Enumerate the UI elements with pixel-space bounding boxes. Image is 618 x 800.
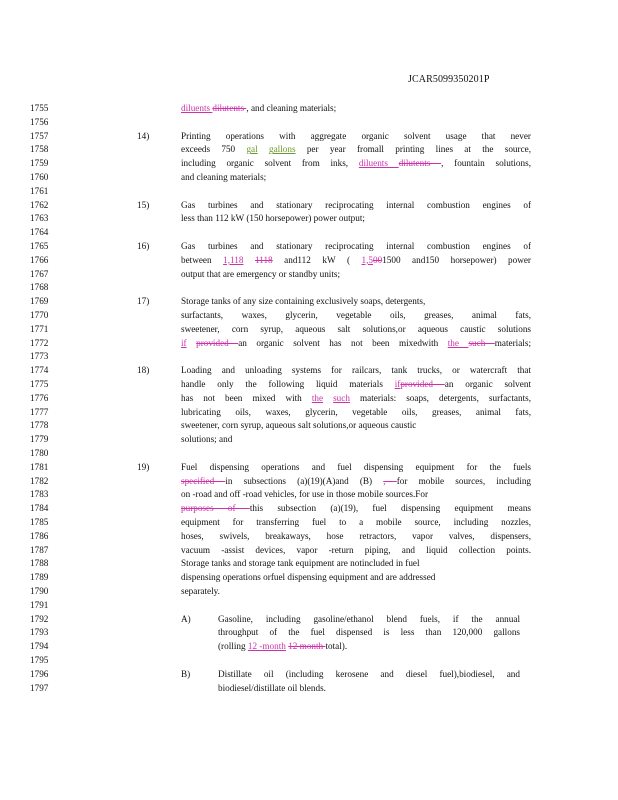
line-number: 1789 <box>30 572 49 583</box>
line-number: 1787 <box>30 544 49 555</box>
line-text <box>181 171 531 185</box>
plain-text <box>187 338 196 348</box>
line-number: 1758 <box>30 144 49 155</box>
plain-text: sweetener, corn syrup, aqueous salt solutions,or aqueous caustic <box>181 420 417 431</box>
text-line <box>0 571 618 585</box>
text-line <box>0 668 618 682</box>
text-line <box>0 447 618 461</box>
item-label: 19) <box>137 461 150 472</box>
deleted-text: 1118 <box>254 254 273 265</box>
line-number: 1793 <box>30 627 49 638</box>
inserted-text: diluents <box>358 158 399 169</box>
item-label: 18) <box>137 365 150 376</box>
plain-text: in subsections (a)(19)(A)and (B) <box>225 475 384 486</box>
plain-text: sweetener, corn syrup, aqueous salt solutions,or aqueous caustic solutions <box>181 323 531 334</box>
inserted-text: 1,5 <box>361 254 373 265</box>
line-text <box>218 613 520 627</box>
plain-text: , fountain solutions, <box>441 158 531 169</box>
text-line <box>0 309 618 323</box>
document-id-header: JCAR5099350201P <box>408 74 490 85</box>
line-text <box>181 488 531 502</box>
line-number: 1777 <box>30 406 49 417</box>
inserted-text: 12 -month <box>247 641 286 652</box>
item-label: 14) <box>137 130 150 141</box>
line-number: 1765 <box>30 241 49 251</box>
line-number: 1774 <box>30 365 49 376</box>
deleted-text: specified <box>181 475 226 486</box>
line-number: 1775 <box>30 379 49 389</box>
plain-text <box>323 393 333 403</box>
plain-text: Storage tanks and storage tank equipment are notincluded in fuel <box>181 558 420 569</box>
line-text <box>218 682 520 696</box>
line-number: 1764 <box>30 227 49 238</box>
line-text <box>181 337 531 351</box>
plain-text: total). <box>325 641 348 652</box>
plain-text: handle only the following liquid materials <box>181 379 395 389</box>
line-number: 1781 <box>30 461 49 472</box>
line-text <box>181 268 531 282</box>
deleted-text: 00 <box>373 254 383 265</box>
line-text <box>218 640 520 654</box>
line-text <box>181 130 531 144</box>
text-line <box>0 157 618 171</box>
plain-text: Storage tanks of any size containing exclusively soaps, detergents, <box>181 296 426 307</box>
subitem-label: A) <box>181 613 191 624</box>
text-line <box>0 171 618 185</box>
line-number: 1763 <box>30 213 49 224</box>
line-number: 1770 <box>30 310 49 320</box>
plain-text: Gas turbines and stationary reciprocating internal combustion engines of <box>181 241 531 251</box>
plain-text: for mobile sources, including <box>396 475 531 486</box>
deleted-text: 12 month <box>288 641 326 652</box>
line-text <box>181 323 531 337</box>
line-text <box>181 364 531 378</box>
plain-text: and cleaning materials; <box>181 172 267 182</box>
text-line <box>0 530 618 544</box>
line-number: 1784 <box>30 503 49 514</box>
moved-text: gal <box>246 144 258 155</box>
moved-text: gallons <box>268 144 296 155</box>
inserted-text: the <box>311 392 324 403</box>
deleted-text: dilutents <box>398 158 442 169</box>
inserted-text: 1,118 <box>223 254 244 265</box>
line-number: 1757 <box>30 130 49 141</box>
line-text <box>181 530 531 544</box>
text-line <box>0 185 618 199</box>
line-number: 1794 <box>30 641 49 652</box>
plain-text: lubricating oils, waxes, glycerin, vegetable oils, greases, animal fats, <box>181 406 531 417</box>
line-text <box>181 571 531 585</box>
line-number: 1760 <box>30 172 49 182</box>
text-line <box>0 240 618 254</box>
deleted-text: , <box>383 475 397 486</box>
line-text <box>181 433 531 447</box>
deleted-text: purposes of <box>181 503 250 514</box>
plain-text: hoses, swivels, breakaways, hose retractors, vapor valves, dispensers, <box>181 530 531 541</box>
line-text <box>181 502 531 516</box>
plain-text <box>243 255 255 265</box>
deleted-text: dilutents <box>212 103 247 113</box>
text-line <box>0 116 618 130</box>
plain-text: materials: soaps, detergents, surfactants, <box>349 392 531 403</box>
plain-text: (rolling <box>218 641 248 652</box>
plain-text: throughput of the fuel dispensed is less than 120,000 gallons <box>218 627 520 638</box>
plain-text: per year fromall printing lines at the source, <box>295 144 531 155</box>
line-text <box>181 254 531 268</box>
line-number: 1759 <box>30 158 49 169</box>
plain-text: and112 kW ( <box>272 254 362 265</box>
line-number: 1773 <box>30 351 49 362</box>
text-line <box>0 406 618 420</box>
text-line <box>0 461 618 475</box>
plain-text: materials; <box>494 337 531 348</box>
line-text <box>181 212 531 226</box>
line-number: 1776 <box>30 392 49 403</box>
item-label: 15) <box>137 199 150 210</box>
line-number: 1795 <box>30 655 49 665</box>
text-line <box>0 419 618 433</box>
line-number: 1783 <box>30 489 49 500</box>
line-number: 1766 <box>30 254 49 265</box>
text-line <box>0 599 618 613</box>
text-line <box>0 378 618 392</box>
text-line <box>0 323 618 337</box>
text-line <box>0 281 618 295</box>
plain-text: an organic solvent has not been mixedwith <box>238 337 448 348</box>
plain-text: solutions; and <box>181 434 233 445</box>
text-line <box>0 557 618 571</box>
line-number: 1782 <box>30 475 49 486</box>
text-line <box>0 268 618 282</box>
text-line <box>0 516 618 530</box>
line-text <box>181 516 531 530</box>
line-number: 1756 <box>30 116 49 127</box>
deleted-text: such <box>468 337 495 348</box>
plain-text: output that are emergency or standby units; <box>181 268 341 279</box>
line-number: 1762 <box>30 199 49 210</box>
line-text <box>218 668 520 682</box>
plain-text: an organic solvent <box>444 379 531 389</box>
line-number: 1788 <box>30 558 49 569</box>
text-line <box>0 488 618 502</box>
line-number: 1772 <box>30 337 49 348</box>
line-text <box>181 240 531 254</box>
line-text <box>181 378 531 392</box>
text-line <box>0 199 618 213</box>
text-line <box>0 544 618 558</box>
line-number: 1785 <box>30 517 49 527</box>
text-line <box>0 295 618 309</box>
line-number: 1755 <box>30 103 49 113</box>
text-line <box>0 682 618 696</box>
plain-text: equipment for transferring fuel to a mobile source, including nozzles, <box>181 517 531 527</box>
line-number: 1779 <box>30 434 49 445</box>
plain-text: exceeds 750 <box>181 144 247 155</box>
deleted-text: provided <box>400 379 445 389</box>
plain-text: has not been mixed with <box>181 392 312 403</box>
line-text <box>181 143 531 157</box>
line-number: 1778 <box>30 420 49 431</box>
plain-text: Fuel dispensing operations and fuel dispensing equipment for the fuels <box>181 461 531 472</box>
item-label: 17) <box>137 296 150 307</box>
line-number: 1769 <box>30 296 49 307</box>
line-number: 1771 <box>30 323 49 334</box>
text-line <box>0 640 618 654</box>
plain-text: biodiesel/distillate oil blends. <box>218 682 326 693</box>
plain-text: Gasoline, including gasoline/ethanol blend fuels, if the annual <box>218 613 520 624</box>
inserted-text: the <box>447 337 469 348</box>
plain-text: Gas turbines and stationary reciprocating internal combustion engines of <box>181 199 531 210</box>
plain-text: 1500 and150 horsepower) power <box>382 254 531 265</box>
inserted-text: diluents <box>181 103 213 113</box>
line-text <box>181 309 531 323</box>
line-text <box>181 102 531 116</box>
text-line <box>0 337 618 351</box>
line-number: 1767 <box>30 268 49 279</box>
line-text <box>181 199 531 213</box>
plain-text: on -road and off -road vehicles, for use in those mobile sources.For <box>181 489 429 500</box>
line-text <box>181 295 531 309</box>
plain-text: vacuum -assist devices, vapor -return piping, and liquid collection points. <box>181 544 531 555</box>
line-number: 1768 <box>30 282 49 293</box>
line-number: 1791 <box>30 599 49 610</box>
plain-text: Distillate oil (including kerosene and diesel fuel),biodiesel, and <box>218 668 520 679</box>
plain-text: including organic solvent from inks, <box>181 158 359 169</box>
line-text <box>181 475 531 489</box>
text-line <box>0 433 618 447</box>
text-line <box>0 613 618 627</box>
plain-text: this subsection (a)(19), fuel dispensing equipment means <box>249 503 531 514</box>
text-line <box>0 143 618 157</box>
line-number: 1780 <box>30 448 49 458</box>
plain-text: dispensing operations orfuel dispensing equipment and are addressed <box>181 572 436 583</box>
plain-text: separately. <box>181 586 220 596</box>
plain-text <box>258 144 269 154</box>
line-text <box>181 157 531 171</box>
line-text <box>181 419 531 433</box>
subitem-label: B) <box>181 668 191 679</box>
inserted-text: if <box>181 337 187 348</box>
inserted-text: such <box>333 392 350 403</box>
text-line <box>0 350 618 364</box>
plain-text: , and cleaning materials; <box>246 103 337 113</box>
line-number: 1761 <box>30 185 49 196</box>
line-text <box>181 557 531 571</box>
plain-text: Printing operations with aggregate organic solvent usage that never <box>181 130 531 141</box>
inserted-text: if <box>394 379 401 389</box>
text-line <box>0 226 618 240</box>
text-line <box>0 626 618 640</box>
text-line <box>0 254 618 268</box>
deleted-text: provided <box>196 337 239 348</box>
line-number: 1797 <box>30 682 49 693</box>
text-line <box>0 364 618 378</box>
line-number: 1786 <box>30 530 49 541</box>
line-text <box>181 392 531 406</box>
item-label: 16) <box>137 241 150 251</box>
plain-text: less than 112 kW (150 horsepower) power output; <box>181 213 365 224</box>
text-line <box>0 654 618 668</box>
line-number: 1792 <box>30 613 49 624</box>
line-number: 1790 <box>30 586 49 596</box>
plain-text: Loading and unloading systems for railcars, tank trucks, or watercraft that <box>181 365 531 376</box>
line-text <box>181 585 531 599</box>
line-text <box>181 544 531 558</box>
line-text <box>181 461 531 475</box>
text-line <box>0 102 618 116</box>
text-line <box>0 585 618 599</box>
plain-text: between <box>181 254 224 265</box>
line-text <box>181 406 531 420</box>
text-line <box>0 502 618 516</box>
line-number: 1796 <box>30 668 49 679</box>
text-line <box>0 392 618 406</box>
text-line <box>0 475 618 489</box>
text-line <box>0 212 618 226</box>
text-line <box>0 130 618 144</box>
line-text <box>218 626 520 640</box>
plain-text: surfactants, waxes, glycerin, vegetable oils, greases, animal fats, <box>181 310 531 320</box>
